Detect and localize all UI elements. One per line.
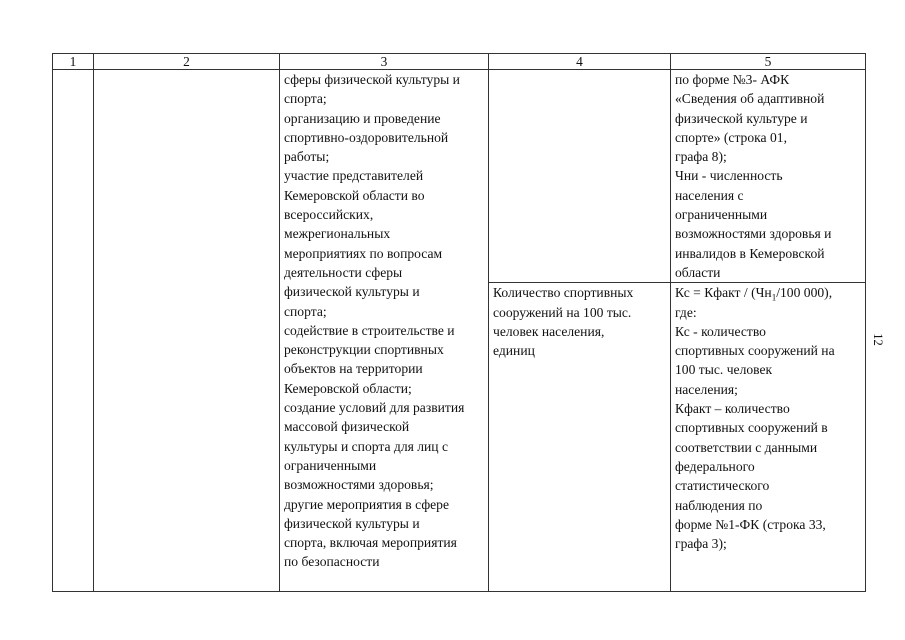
- text-line: культуры и спорта для лиц с: [284, 438, 449, 454]
- text-line: спортивно-оздоровительной: [284, 129, 449, 145]
- text-line: человек населения,: [493, 323, 605, 339]
- formula-suffix: /100 000),: [776, 285, 833, 301]
- header-row: [53, 54, 866, 70]
- text-line: спортивных сооружений на: [675, 343, 835, 359]
- text-line: наблюдения по: [675, 497, 763, 513]
- formula-prefix: Кс = Кфакт / (Чн: [675, 285, 772, 301]
- table-row: [53, 70, 866, 283]
- cell-indicator-facilities: [489, 283, 671, 592]
- text-line: создание условий для развития: [284, 400, 465, 416]
- text-line: форме №1-ФК (строка 33,: [675, 516, 826, 532]
- text-line: 100 тыс. человек: [675, 362, 773, 378]
- formula-subscript: 1: [771, 292, 777, 303]
- header-col-1: 1: [53, 54, 94, 70]
- text-line: другие мероприятия в сфере: [284, 496, 449, 512]
- text-line: по безопасности: [284, 554, 380, 570]
- text-line: спорта;: [284, 303, 327, 319]
- text-line: спорта;: [284, 91, 327, 107]
- text-line: ограниченными: [284, 457, 377, 473]
- text-line: всероссийских,: [284, 207, 374, 223]
- text-line: физической культуре и: [675, 110, 808, 126]
- text-line: физической культуры и: [284, 284, 420, 300]
- cell-col-2: [94, 70, 280, 592]
- page-number: 12: [870, 333, 885, 346]
- text-line: графа 8);: [675, 149, 727, 165]
- text-line: ограниченными: [675, 207, 768, 223]
- cell-formula-facilities: [671, 283, 866, 592]
- formula-line: [675, 283, 861, 302]
- text-line: по форме №3- АФК: [675, 72, 790, 87]
- text-line: межрегиональных: [284, 226, 391, 242]
- text-line: спорте» (строка 01,: [675, 129, 787, 145]
- header-col-4: 4: [489, 54, 671, 70]
- header-col-3: 3: [280, 54, 489, 70]
- header-col-2: 2: [94, 54, 280, 70]
- cell-col-1: [53, 70, 94, 592]
- text-line: соответствии с данными: [675, 439, 818, 455]
- text-line: Количество спортивных: [493, 285, 634, 301]
- text-line: единиц: [493, 343, 535, 359]
- text-line: работы;: [284, 149, 330, 165]
- cell-indicator-empty: [489, 70, 671, 283]
- text-line: спорта, включая мероприятия: [284, 535, 457, 551]
- text-line: возможностями здоровья и: [675, 226, 832, 242]
- cell-activities: [280, 70, 489, 592]
- text-line: мероприятиях по вопросам: [284, 245, 443, 261]
- text-line: возможностями здоровья;: [284, 477, 434, 493]
- text-line: массовой физической: [284, 419, 410, 435]
- text-line: участие представителей: [284, 168, 424, 184]
- text-line: инвалидов в Кемеровской: [675, 245, 825, 261]
- text-line: Чни - численность: [675, 168, 783, 184]
- text-line: Кемеровской области во: [284, 187, 425, 203]
- text-line: организацию и проведение: [284, 110, 441, 126]
- text-line: населения;: [675, 381, 738, 397]
- text-line: сферы физической культуры и: [284, 72, 460, 87]
- header-col-5: 5: [671, 54, 866, 70]
- text-line: спортивных сооружений в: [675, 420, 828, 436]
- text-line: деятельности сферы: [284, 264, 403, 280]
- text-line: где:: [675, 304, 697, 320]
- text-line: реконструкции спортивных: [284, 342, 444, 358]
- cell-formula-afk: [671, 70, 866, 283]
- text-line: сооружений на 100 тыс.: [493, 304, 632, 320]
- text-line: «Сведения об адаптивной: [675, 91, 825, 107]
- text-line: области: [675, 264, 721, 280]
- text-line: Кфакт – количество: [675, 401, 790, 417]
- text-line: графа 3);: [675, 536, 727, 552]
- text-line: физической культуры и: [284, 515, 420, 531]
- text-line: объектов на территории: [284, 361, 423, 377]
- text-line: статистического: [675, 478, 770, 494]
- text-line: федерального: [675, 458, 755, 474]
- text-line: Кемеровской области;: [284, 380, 412, 396]
- text-line: Кс - количество: [675, 323, 766, 339]
- indicator-table: [52, 53, 866, 592]
- text-line: содействие в строительстве и: [284, 322, 455, 338]
- text-line: населения с: [675, 187, 744, 203]
